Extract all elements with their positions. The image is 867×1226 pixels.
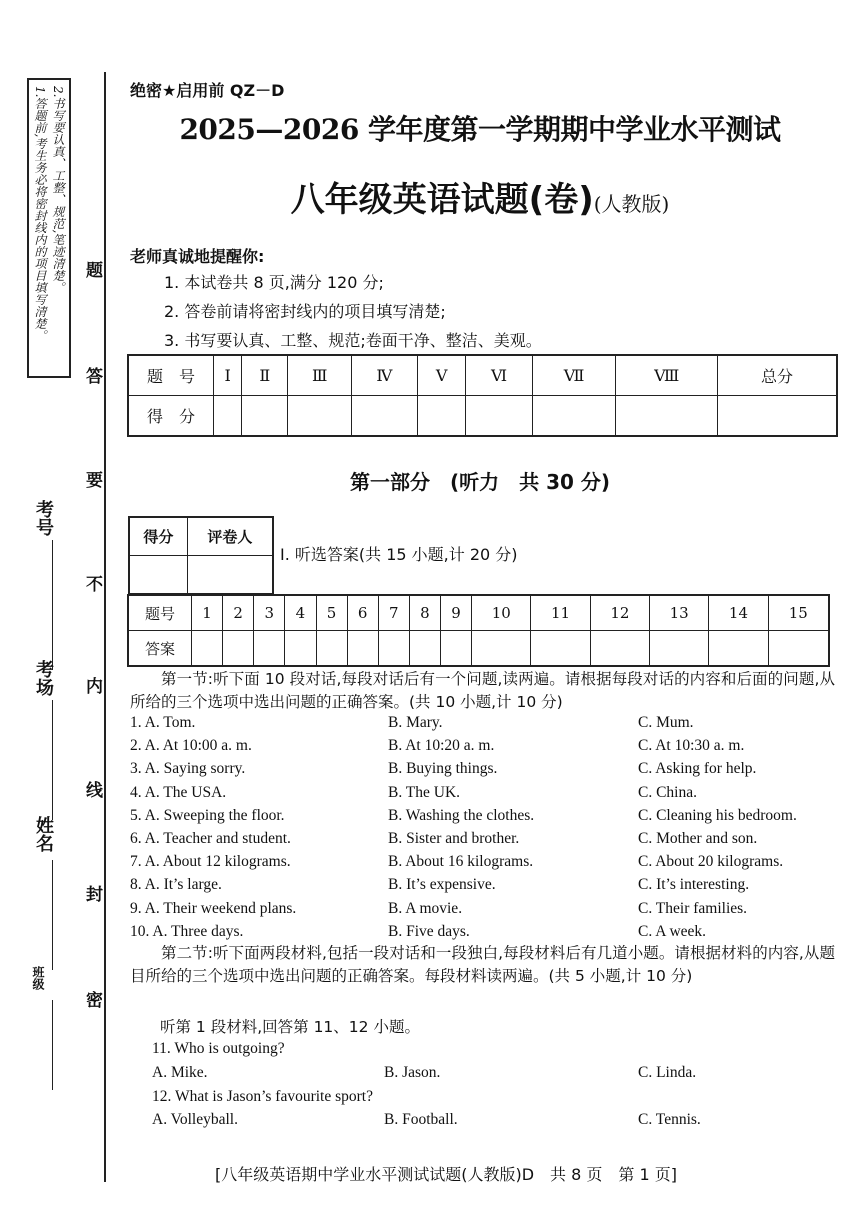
answer-cell[interactable]	[223, 631, 254, 667]
question-9-option-b: B. A movie.	[388, 899, 463, 917]
question-7-option-b: B. About 16 kilograms.	[388, 853, 534, 871]
question-5-option-c: C. Cleaning his bedroom.	[638, 806, 797, 824]
exam-number-label: 考号	[33, 500, 54, 536]
answer-cell[interactable]	[378, 631, 409, 667]
question-4-option-b: B. The UK.	[388, 783, 461, 801]
question-3-option-c: C. Asking for help.	[638, 760, 757, 778]
question-3-option-b: B. Buying things.	[388, 760, 498, 778]
reminder-item: 1. 本试卷共 8 页,满分 120 分;	[164, 273, 384, 292]
question-number-cell: 9	[441, 595, 472, 631]
question-12-stem: 12. What is Jason’s favourite sport?	[152, 1088, 373, 1105]
answer-cell[interactable]	[472, 631, 531, 667]
exam-room-label: 考场	[33, 660, 54, 696]
question-5-option-a: 5. A. Sweeping the floor.	[130, 806, 285, 824]
grader-header-row	[129, 517, 273, 556]
grader-table	[128, 516, 274, 595]
answer-cell[interactable]	[709, 631, 768, 667]
table-label: 答案	[128, 631, 192, 667]
answer-cell[interactable]	[768, 631, 829, 667]
exam-room-field[interactable]	[52, 700, 53, 820]
question-number-cell: 1	[192, 595, 223, 631]
question-9-option-a: 9. A. Their weekend plans.	[130, 899, 297, 917]
column-header: Ⅴ	[417, 355, 466, 396]
question-number-cell: 8	[409, 595, 440, 631]
column-header: Ⅰ	[214, 355, 242, 396]
table-label: 得 分	[128, 396, 214, 437]
grader-person-cell[interactable]	[187, 556, 273, 595]
instructions-box	[27, 78, 71, 378]
class-label: 班级	[31, 966, 45, 990]
score-cell[interactable]	[466, 396, 532, 437]
answer-cell[interactable]	[409, 631, 440, 667]
seal-char: 答	[86, 367, 103, 387]
question-number-cell: 10	[472, 595, 531, 631]
question-1-option-a: 1. A. Tom.	[130, 714, 196, 731]
question-10-option-a: 10. A. Three days.	[130, 922, 244, 940]
answer-cell[interactable]	[254, 631, 285, 667]
answer-number-row	[128, 595, 829, 631]
question-2-option-b: B. At 10:20 a. m.	[388, 737, 495, 755]
answer-input-row	[128, 631, 829, 667]
answer-cell[interactable]	[347, 631, 378, 667]
score-cell[interactable]	[352, 396, 418, 437]
question-number-cell: 3	[254, 595, 285, 631]
question-number-cell: 13	[650, 595, 709, 631]
grader-score-cell[interactable]	[129, 556, 187, 595]
question-8-option-c: C. It’s interesting.	[638, 876, 750, 894]
question-1-option-b: B. Mary.	[388, 714, 443, 731]
secret-mark: 绝密★启用前 QZ－D	[130, 81, 285, 100]
question-4-option-a: 4. A. The USA.	[130, 783, 227, 801]
seal-char: 密	[86, 991, 103, 1011]
answer-cell[interactable]	[650, 631, 709, 667]
score-cell[interactable]	[532, 396, 616, 437]
instruction-line-2: 2.书写要认真、工整、规范,笔迹清楚。	[51, 86, 65, 294]
question-8-option-b: B. It’s expensive.	[388, 876, 496, 894]
column-header: Ⅵ	[466, 355, 532, 396]
question-12-option-b: B. Football.	[384, 1111, 458, 1128]
question-12-option-c: C. Tennis.	[638, 1111, 701, 1128]
reminder-item: 3. 书写要认真、工整、规范;卷面干净、整洁、美观。	[164, 331, 542, 350]
exam-title: 2025—2026 学年度第一学期期中学业水平测试	[179, 113, 781, 146]
question-2-option-a: 2. A. At 10:00 a. m.	[130, 737, 252, 755]
seal-char: 内	[86, 677, 103, 697]
grader-score-label: 得分	[129, 517, 187, 556]
answer-cell[interactable]	[531, 631, 590, 667]
column-header: 总分	[718, 355, 838, 396]
answer-cell[interactable]	[285, 631, 316, 667]
question-number-cell: 14	[709, 595, 768, 631]
material-instruction: 听第 1 段材料,回答第 11、12 小题。	[160, 1018, 420, 1036]
question-7-option-c: C. About 20 kilograms.	[638, 853, 784, 871]
question-number-cell: 5	[316, 595, 347, 631]
question-number-cell: 2	[223, 595, 254, 631]
table-label: 题 号	[128, 355, 214, 396]
question-6-option-c: C. Mother and son.	[638, 830, 758, 847]
question-9-option-c: C. Their families.	[638, 899, 748, 917]
question-5-option-b: B. Washing the clothes.	[388, 806, 535, 824]
seal-char: 线	[86, 781, 103, 801]
reminder-heading: 老师真诚地提醒你:	[130, 247, 265, 266]
score-table	[127, 354, 838, 437]
question-7-option-a: 7. A. About 12 kilograms.	[130, 853, 291, 871]
answer-table	[127, 594, 830, 667]
class-field[interactable]	[52, 1000, 53, 1090]
grader-person-label: 评卷人	[187, 517, 273, 556]
question-10-option-c: C. A week.	[638, 922, 707, 940]
question-number-cell: 4	[285, 595, 316, 631]
question-2-option-c: C. At 10:30 a. m.	[638, 737, 745, 755]
seal-char: 不	[86, 575, 103, 595]
seal-char: 封	[86, 885, 103, 905]
subtitle-text: 八年级英语试题(卷)	[290, 180, 594, 220]
question-number-cell: 7	[378, 595, 409, 631]
reminder-item: 2. 答卷前请将密封线内的项目填写清楚;	[164, 302, 446, 321]
instruction-line-1: 1.答题前,考生务必将密封线内的项目填写清楚。	[33, 86, 47, 342]
answer-cell[interactable]	[192, 631, 223, 667]
seal-char: 要	[86, 471, 103, 491]
page-footer: [八年级英语期中学业水平测试试题(人教版)D 共 8 页 第 1 页]	[215, 1165, 677, 1184]
column-header: Ⅲ	[288, 355, 352, 396]
question-4-option-c: C. China.	[638, 783, 697, 801]
answer-cell[interactable]	[590, 631, 649, 667]
edition-text: (人教版)	[593, 192, 670, 216]
question-6-option-b: B. Sister and brother.	[388, 830, 520, 847]
question-3-option-a: 3. A. Saying sorry.	[130, 760, 246, 778]
exam-number-field[interactable]	[52, 540, 53, 670]
question-11-option-b: B. Jason.	[384, 1064, 441, 1081]
question-number-cell: 11	[531, 595, 590, 631]
column-header: Ⅷ	[616, 355, 718, 396]
seal-char: 题	[86, 261, 103, 281]
answer-cell[interactable]	[316, 631, 347, 667]
answer-cell[interactable]	[441, 631, 472, 667]
exam-subtitle	[130, 172, 830, 221]
question-11-stem: 11. Who is outgoing?	[152, 1040, 285, 1057]
question-10-option-b: B. Five days.	[388, 922, 470, 940]
question-6-option-a: 6. A. Teacher and student.	[130, 830, 291, 847]
question-number-cell: 12	[590, 595, 649, 631]
section2-instructions: 第二节:听下面两段材料,包括一段对话和一段独白,每段材料后有几道小题。请根据材料的内容,从题目所给的三个选项中选出问题的正确答案。每段材料读两遍。(共 5 小题,计 10 分)	[130, 944, 835, 985]
column-header: Ⅶ	[532, 355, 616, 396]
score-cell[interactable]	[214, 396, 242, 437]
question-number-cell: 15	[768, 595, 829, 631]
question-12-option-a: A. Volleyball.	[152, 1111, 238, 1128]
part-title: 第一部分 (听力 共 30 分)	[349, 470, 611, 494]
question-11-option-c: C. Linda.	[638, 1064, 697, 1081]
score-table-header-row	[128, 355, 837, 396]
total-score-cell[interactable]	[718, 396, 838, 437]
question-11-option-a: A. Mike.	[152, 1064, 208, 1081]
question-8-option-a: 8. A. It’s large.	[130, 876, 222, 894]
question-1-option-c: C. Mum.	[638, 714, 694, 731]
score-cell[interactable]	[417, 396, 466, 437]
score-cell[interactable]	[288, 396, 352, 437]
score-cell[interactable]	[242, 396, 288, 437]
column-header: Ⅱ	[242, 355, 288, 396]
score-table-score-row	[128, 396, 837, 437]
score-cell[interactable]	[616, 396, 718, 437]
name-field[interactable]	[52, 860, 53, 970]
question-number-cell: 6	[347, 595, 378, 631]
name-label: 姓名	[33, 816, 54, 852]
section-title: Ⅰ. 听选答案(共 15 小题,计 20 分)	[280, 545, 518, 564]
column-header: Ⅳ	[352, 355, 418, 396]
grader-input-row	[129, 556, 273, 595]
seal-line	[104, 72, 106, 1182]
table-label: 题号	[128, 595, 192, 631]
section1-instructions: 第一节:听下面 10 段对话,每段对话后有一个问题,读两遍。请根据每段对话的内容和后面的问题,从所给的三个选项中选出问题的正确答案。(共 10 小题,计 10 分)	[130, 670, 835, 711]
